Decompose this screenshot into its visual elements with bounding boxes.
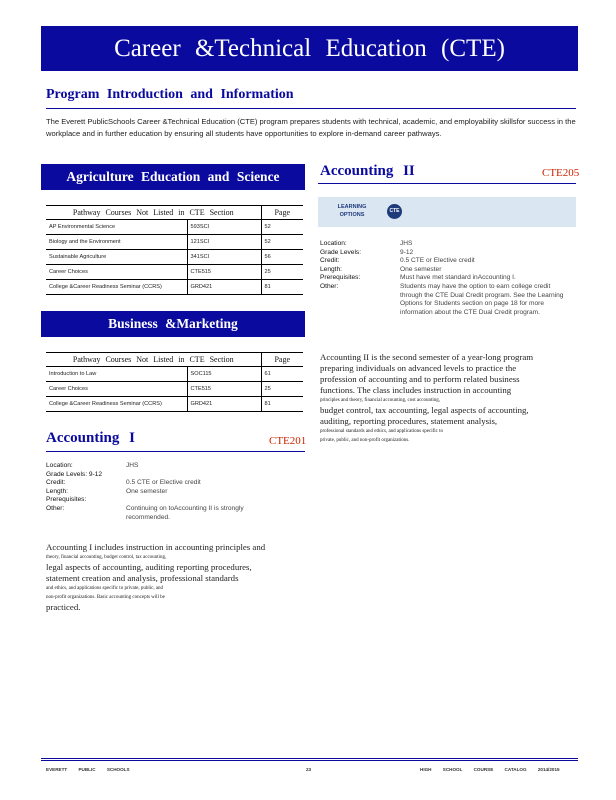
detail-prerequisites: Prerequisites: Must have met standard inAccounting I. <box>320 274 516 282</box>
column-header-pathway: Pathway Courses Not Listed in CTE Section <box>46 206 261 220</box>
table-row <box>46 250 303 265</box>
column-header-page: Page <box>261 206 303 220</box>
course-name: Career Choices <box>46 382 187 397</box>
course-code: 341SCI <box>187 250 261 265</box>
detail-length: Length: One semester <box>46 487 168 495</box>
course-name: Career Choices <box>46 265 187 280</box>
accounting1-details <box>46 462 305 522</box>
course-page: 52 <box>261 235 303 250</box>
detail-location: Location: JHS <box>46 462 139 469</box>
detail-other: Other: Continuing on toAccounting II is strongly recommended. <box>46 504 244 521</box>
course-name: College &Career Readiness Seminar (CCRS) <box>46 280 187 295</box>
footer-right: HIGH SCHOOL COURSE CATALOG 2014/2015 <box>420 767 560 772</box>
column-header-pathway: Pathway Courses Not Listed in CTE Section <box>46 353 261 367</box>
program-heading: Program Introduction and Information <box>46 87 294 102</box>
heading-rule <box>46 108 576 109</box>
table-row <box>46 265 303 280</box>
table-row <box>46 220 303 235</box>
detail-length: Length: One semester <box>320 265 442 273</box>
detail-credit: Credit: 0.5 CTE or Elective credit <box>46 479 201 487</box>
course-name: Introduction to Law <box>46 367 187 382</box>
footer-left: EVERETT PUBLIC SCHOOLS <box>46 767 130 772</box>
accounting2-title: Accounting II <box>320 163 415 179</box>
table-row <box>46 280 303 295</box>
course-code: CTE515 <box>187 265 261 280</box>
table-row <box>46 397 303 412</box>
course-code: 593SCI <box>187 220 261 235</box>
agriculture-table <box>46 205 303 295</box>
page-banner: Career &Technical Education (CTE) <box>41 26 578 71</box>
learning-options-box <box>318 197 576 227</box>
table-row <box>46 382 303 397</box>
table-row <box>46 235 303 250</box>
course-name: AP Environmental Science <box>46 220 187 235</box>
detail-location: Location: JHS <box>320 240 413 247</box>
cte-dual-credit-icon: CTE <box>387 204 402 219</box>
course-page: 56 <box>261 250 303 265</box>
course-page: 25 <box>261 382 303 397</box>
column-header-page: Page <box>261 353 303 367</box>
course-page: 25 <box>261 265 303 280</box>
accounting2-description: Accounting II is the second semester of a year-long program preparing individuals on advanced levels to practice the profession of accounting and to perform related business functions. The class includes instruction in accounting principles and theory, financial accounting, cost accounting, budget control, tax accounting, legal aspects of accounting, auditing, reporting procedures, statement analysis, professional standards and ethics, and applications specific to private, public, and non-profit organizations. <box>320 352 534 443</box>
course-code: CTE515 <box>187 382 261 397</box>
program-intro: The Everett PublicSchools Career &Technical Education (CTE) program prepares students with technical, academic, and employability skillsfor success in the workplace and in further education by ensuring all students have opportunities to explore in-demand career pathways. <box>46 117 576 138</box>
course-code: GRD421 <box>187 280 261 295</box>
course-page: 81 <box>261 280 303 295</box>
detail-grade: Grade Levels: 9-12 <box>320 248 414 256</box>
course-page: 61 <box>261 367 303 382</box>
detail-other: Other: Students may have the option to earn college credit through the CTE Dual Credit program. See the Learning Options for Students section on page 18 for more information about the CTE Dual Credit program. <box>320 282 564 316</box>
course-page: 52 <box>261 220 303 235</box>
accounting2-details <box>320 240 576 317</box>
course-page: 81 <box>261 397 303 412</box>
footer-rule <box>41 758 578 759</box>
course-name: Sustainable Agriculture <box>46 250 187 265</box>
footer-rule <box>41 760 578 761</box>
accounting2-rule <box>318 183 576 184</box>
course-name: College &Career Readiness Seminar (CCRS) <box>46 397 187 412</box>
table-row <box>46 367 303 382</box>
accounting1-code: CTE201 <box>269 435 307 447</box>
accounting1-description: Accounting I includes instruction in accounting principles and theory, financial accounting, budget control, tax accounting, legal aspects of accounting, auditing reporting procedures, statement creation and analysis, professional standards and ethics, and applications specific to private, public, and non-profit organizations. Basic accounting concepts will be practiced. <box>46 542 266 612</box>
accounting2-code: CTE205 <box>542 167 580 179</box>
detail-grade: Grade Levels: 9-12 <box>46 470 103 478</box>
footer-page-number: 23 <box>306 767 312 772</box>
business-table <box>46 352 303 412</box>
course-code: 121SCI <box>187 235 261 250</box>
course-name: Biology and the Environment <box>46 235 187 250</box>
detail-prerequisites: Prerequisites: <box>46 496 87 504</box>
detail-credit: Credit: 0.5 CTE or Elective credit <box>320 257 475 265</box>
business-section-title: Business &Marketing <box>41 311 305 337</box>
agriculture-section-title: Agriculture Education and Science <box>41 164 305 190</box>
course-code: SOC115 <box>187 367 261 382</box>
accounting1-title: Accounting I <box>46 430 135 446</box>
course-code: GRD421 <box>187 397 261 412</box>
accounting1-rule <box>46 451 305 452</box>
learning-options-label: LEARNING OPTIONS <box>337 204 367 218</box>
